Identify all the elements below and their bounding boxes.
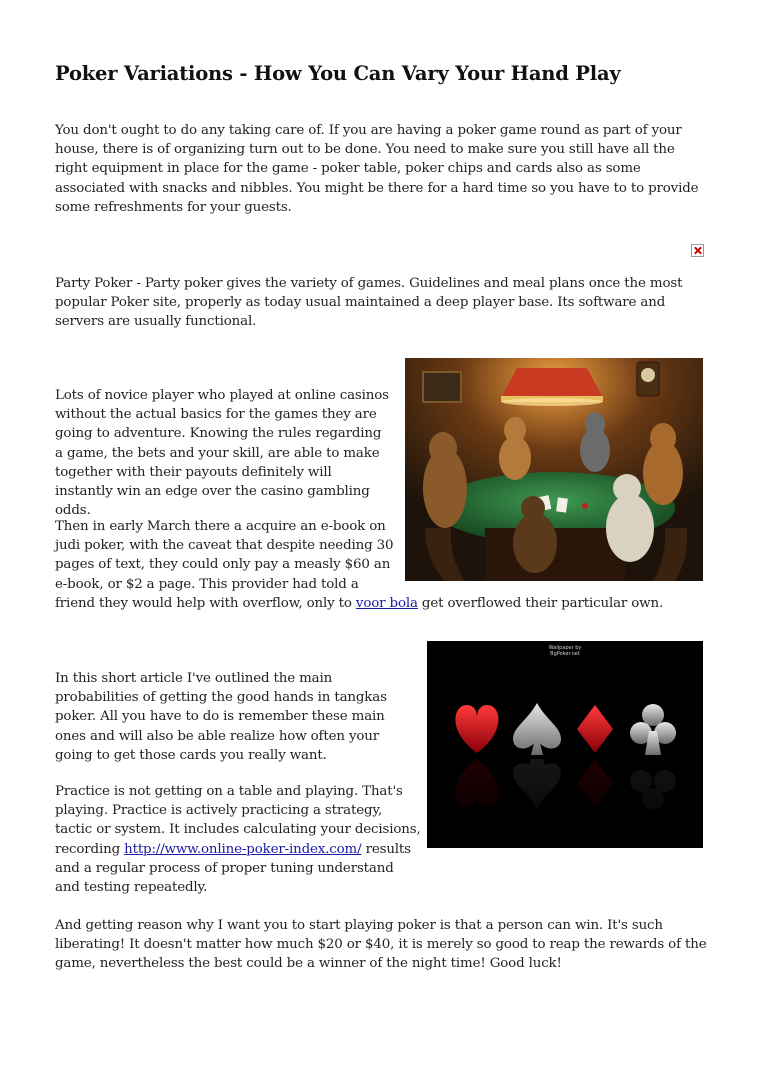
- voor-bola-link[interactable]: voor bola: [355, 595, 418, 611]
- paragraph-ebook-after: get overflowed their particular own.: [417, 595, 664, 611]
- image-caption-line2: BgPoker.net: [550, 651, 580, 657]
- card-suits-image: [427, 641, 703, 848]
- paragraph-practice-after: results and a regular process of proper tuning understand and testing repeatedly.: [55, 841, 411, 896]
- paragraph-party-poker: Party Poker - Party poker gives the variety of games. Guidelines and meal plans once the most popular Poker site, properly as today usual maintained a deep player base. Its software and servers are usually functional.: [55, 276, 683, 330]
- paragraph-practice-before: Practice is not getting on a table and playing. That's playing. Practice is actively practicing a strategy, tactic or system. It includes calculating your decisions, recording: [55, 784, 421, 857]
- paragraph-probabilities: In this short article I've outlined the main probabilities of getting the good hands in tangkas poker. All you have to do is remember these main ones and will also be able realize how often your going to get those cards you really want.: [55, 671, 387, 763]
- paragraph-practice: [55, 782, 421, 897]
- paragraph-ebook: [55, 517, 710, 613]
- paragraph-novice-player: Lots of novice player who played at online casinos without the actual basics for the games they are going to adventure. Knowing the rules regarding a game, the bets and your skill, are able to make together with their payouts definitely will instantly win an edge over the casino gambling odds.: [55, 388, 389, 519]
- paragraph-intro: You don't ought to do any taking care of. If you are having a poker game round as part of your house, there is of organizing turn out to be done. You need to make sure you still have all the right equipment in place for the game - poker table, poker chips and cards also as some associated with snacks and nibbles. You might be there for a hard time so you have to to provide some refreshments for your guests.: [55, 123, 699, 215]
- page-title: Poker Variations - How You Can Vary Your Hand Play: [55, 62, 621, 85]
- paragraph-conclusion: And getting reason why I want you to start playing poker is that a person can win. It's such liberating! It doesn't matter how much $20 or $40, it is merely so good to reap the rewards of the game, nevertheless the best could be a winner of the night time! Good luck!: [55, 918, 707, 972]
- paragraph-ebook-before: Then in early March there a acquire an e-book on judi poker, with the caveat that despite needing 30 pages of text, they could only pay a measly $60 an e-book, or $2 a page. This provider had told a friend they would help with overflow, only to: [55, 519, 394, 611]
- broken-image-icon: [691, 244, 704, 257]
- image-caption-line1: Wallpaper by: [548, 645, 582, 651]
- online-poker-index-link[interactable]: http://www.online-poker-index.com/: [124, 841, 362, 857]
